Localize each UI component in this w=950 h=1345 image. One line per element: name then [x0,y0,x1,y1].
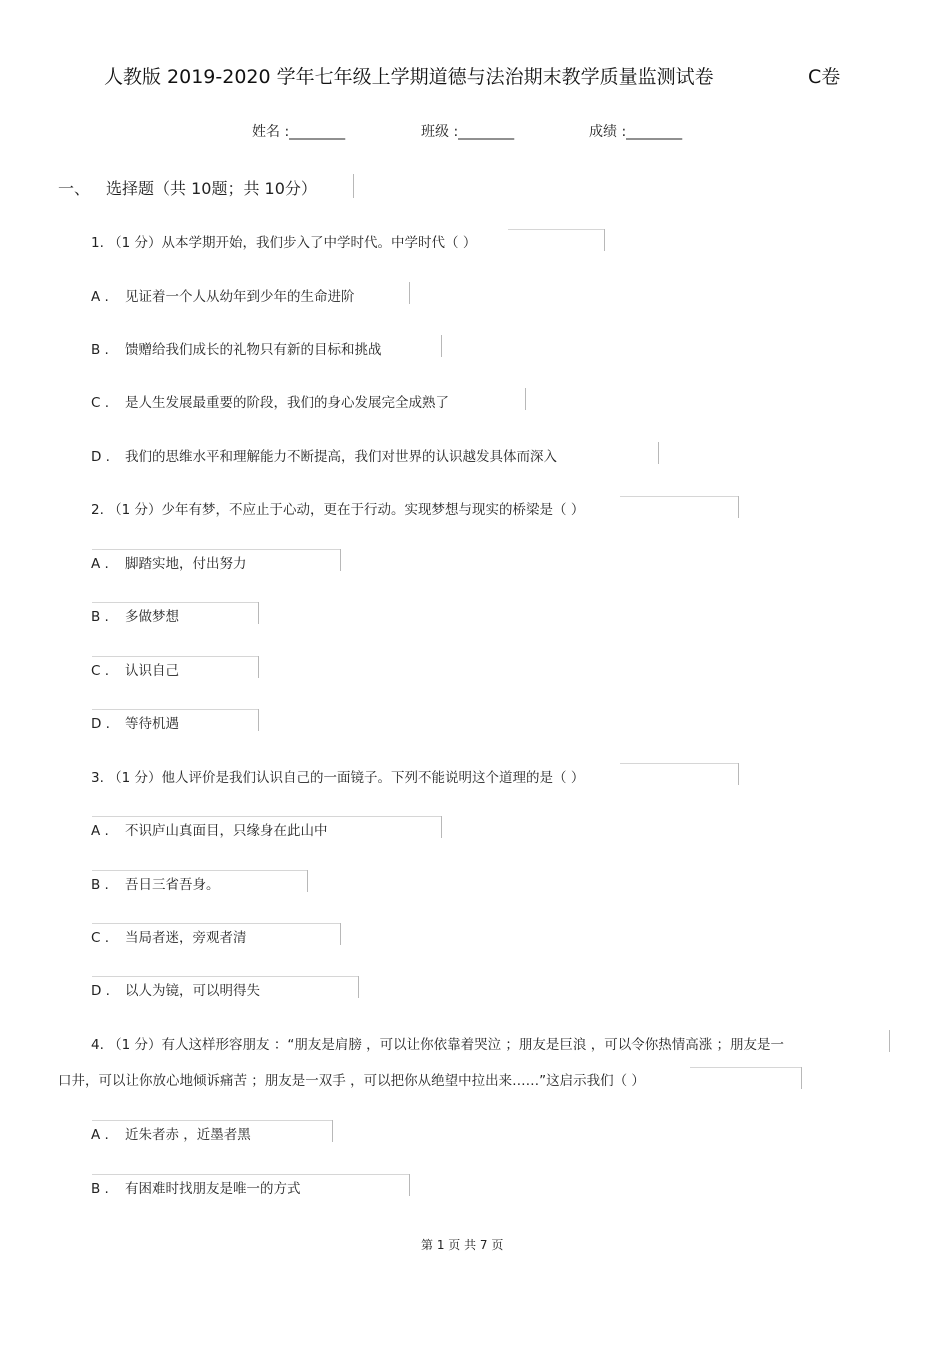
q1-option-d[interactable] [91,445,557,465]
option-label: D . [91,983,110,999]
option-box-edge [441,816,442,838]
answer-box-edge [604,229,605,251]
option-box-top [92,1174,409,1175]
answer-box-edge [738,763,739,785]
option-text: 脚踏实地，付出努力 [125,556,247,572]
section-divider [353,174,354,198]
option-label: D . [91,449,110,465]
option-label: B . [91,342,109,358]
option-text: 等待机遇 [125,716,179,732]
q3-option-c[interactable] [91,926,247,946]
q3-option-a[interactable] [91,819,328,839]
option-text: 多做梦想 [125,609,179,625]
answer-box-top [690,1067,801,1068]
option-box-edge [441,335,442,357]
q4-option-b[interactable] [91,1177,301,1197]
question-1-stem: 1. （1 分）从本学期开始，我们步入了中学时代。中学时代（ ） [91,235,477,251]
option-box-edge [258,602,259,624]
option-box-edge [340,923,341,945]
question-4-stem-line2: 口井，可以让你放心地倾诉痛苦 ；朋友是一双手 ，可以把你从绝望中拉出来……”这启示我们（ ） [58,1073,645,1089]
option-text: 当局者迷，旁观者清 [125,930,247,946]
answer-box-edge [738,496,739,518]
option-label: D . [91,716,110,732]
answer-box-top [620,496,738,497]
q2-option-b[interactable] [91,605,179,625]
question-4-stem-line1: 4. （1 分）有人这样形容朋友 ：“朋友是肩膀 ，可以让你依靠着哭泣 ；朋友是巨浪 ，可以令你热情高涨 ；朋友是一 [91,1037,785,1053]
option-label: C . [91,395,110,411]
option-label: A . [91,1127,109,1143]
option-box-top [92,709,258,710]
option-label: B . [91,609,109,625]
option-label: A . [91,823,109,839]
q1-option-b[interactable] [91,338,382,358]
option-box-top [92,1120,332,1121]
score-field-label: 成绩 :________ [589,124,683,140]
option-label: A . [91,556,109,572]
option-text: 不识庐山真面目，只缘身在此山中 [125,823,328,839]
option-box-top [92,923,340,924]
option-box-edge [332,1120,333,1142]
option-box-top [92,976,358,977]
option-box-edge [340,549,341,571]
option-box-edge [409,1174,410,1196]
option-text: 认识自己 [125,663,179,679]
option-text: 是人生发展最重要的阶段，我们的身心发展完全成熟了 [125,395,449,411]
q2-option-c[interactable] [91,659,179,679]
option-box-edge [658,442,659,464]
option-box-top [92,656,258,657]
option-box-edge [409,282,410,304]
option-label: C . [91,930,110,946]
q3-option-b[interactable] [91,873,220,893]
answer-box-top [620,763,738,764]
q2-option-d[interactable] [91,712,179,732]
option-text: 以人为镜，可以明得失 [125,983,260,999]
q1-option-a[interactable] [91,285,355,305]
exam-variant: C卷 [808,66,841,88]
name-field-label: 姓名 :________ [252,124,346,140]
question-3-stem: 3. （1 分）他人评价是我们认识自己的一面镜子。下列不能说明这个道理的是（ ） [91,770,585,786]
q4-option-a[interactable] [91,1123,251,1143]
class-field-label: 班级 :________ [421,124,515,140]
section-title: 选择题（共 10题；共 10分） [106,179,317,198]
option-text: 近朱者赤 ，近墨者黑 [125,1127,251,1143]
page-number: 第 1 页 共 7 页 [421,1238,504,1252]
option-box-edge [358,976,359,998]
option-label: B . [91,877,109,893]
exam-title: 人教版 2019-2020 学年七年级上学期道德与法治期末教学质量监测试卷 [104,66,714,88]
option-box-top [92,870,307,871]
option-box-edge [258,656,259,678]
q2-option-a[interactable] [91,552,247,572]
option-box-edge [525,388,526,410]
option-text: 有困难时找朋友是唯一的方式 [125,1181,301,1197]
option-label: B . [91,1181,109,1197]
option-text: 见证着一个人从幼年到少年的生命进阶 [125,289,355,305]
option-text: 吾日三省吾身。 [125,877,220,893]
question-2-stem: 2. （1 分）少年有梦，不应止于心动，更在于行动。实现梦想与现实的桥梁是（ ） [91,502,585,518]
answer-box-top [508,229,604,230]
answer-box-edge [801,1067,802,1089]
option-box-top [92,549,340,550]
section-number: 一、 [58,179,91,198]
answer-box-edge [889,1030,890,1052]
option-box-edge [258,709,259,731]
option-label: A . [91,289,109,305]
option-box-top [92,816,441,817]
option-label: C . [91,663,110,679]
option-box-edge [307,870,308,892]
q1-option-c[interactable] [91,391,449,411]
option-text: 我们的思维水平和理解能力不断提高，我们对世界的认识越发具体而深入 [125,449,557,465]
q3-option-d[interactable] [91,979,260,999]
option-box-top [92,602,258,603]
option-text: 馈赠给我们成长的礼物只有新的目标和挑战 [125,342,382,358]
